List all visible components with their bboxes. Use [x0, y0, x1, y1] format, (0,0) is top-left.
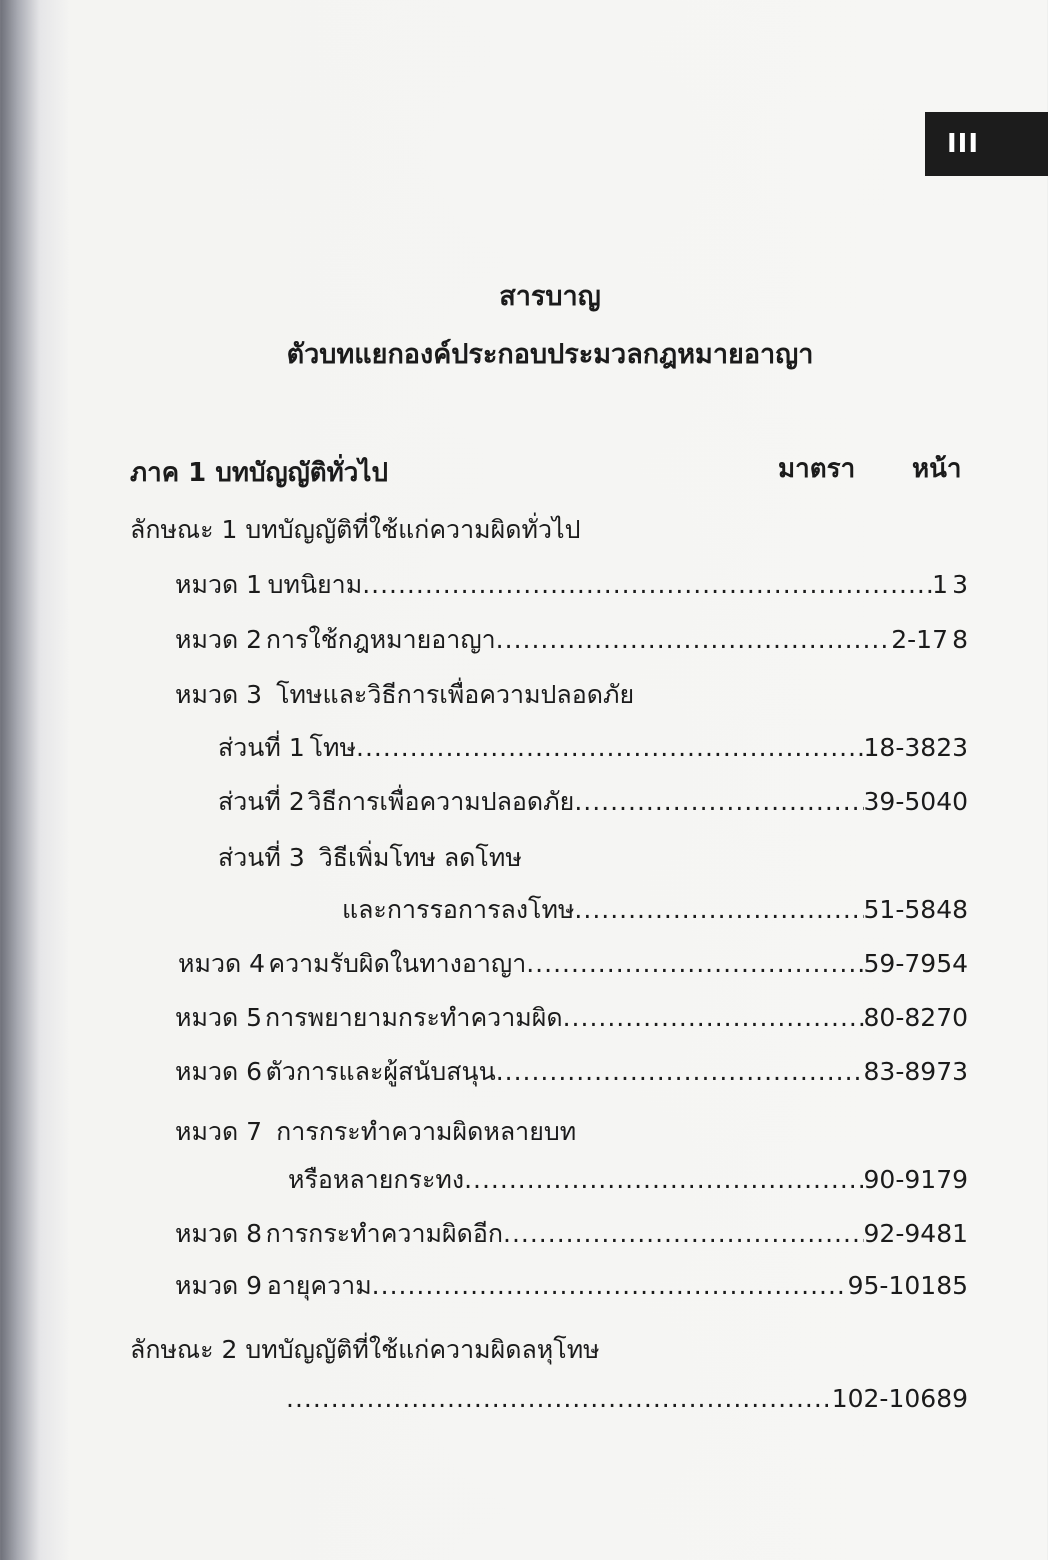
toc-entry[interactable]: [175, 620, 1048, 660]
leader-dots: [526, 949, 863, 978]
leader-dots: [496, 625, 892, 654]
entry-section: 51-58: [863, 895, 937, 924]
entry-text: และการรอการลงโทษ: [342, 895, 575, 924]
entry-page: 48: [936, 895, 968, 924]
entry-text: โทษ: [309, 733, 357, 762]
entry-text: วิธีเพิ่มโทษ ลดโทษ: [318, 843, 522, 872]
leader-dots: [464, 1165, 863, 1194]
entry-section: 95-101: [847, 1271, 937, 1300]
book-subtitle: ตัวบทแยกองค์ประกอบประมวลกฎหมายอาญา: [286, 339, 814, 370]
entry-label: หมวด 3: [175, 680, 263, 709]
entry-text: การกระทำความผิดอีก: [265, 1219, 504, 1248]
entry-label: หมวด 5: [175, 1003, 263, 1032]
entry-page: 8: [952, 625, 968, 654]
entry-page: 73: [936, 1057, 968, 1086]
entry-page: 23: [936, 733, 968, 762]
entry-section: 39-50: [863, 787, 937, 816]
entry-label: หมวด 2: [175, 625, 263, 654]
toc-entry[interactable]: [218, 728, 1048, 768]
toc-entry[interactable]: [286, 1384, 1048, 1413]
entry-text: บทนิยาม: [267, 570, 363, 599]
toc-entry[interactable]: [175, 998, 1048, 1038]
entry-section: 80-82: [863, 1003, 937, 1032]
entry-section: 1: [932, 570, 948, 599]
entry-text: วิธีการเพื่อความปลอดภัย: [307, 787, 575, 816]
entry-text: ตัวการและผู้สนับสนุน: [265, 1057, 496, 1086]
entry-section: 92-94: [863, 1219, 937, 1248]
entry-label: หมวด 4: [178, 949, 266, 978]
entry-page: 40: [936, 787, 968, 816]
entry-text: โทษและวิธีการเพื่อความปลอดภัย: [276, 680, 635, 709]
entry-page: 81: [936, 1219, 968, 1248]
part-heading: ภาค 1 บทบัญญัติทั่วไป: [130, 458, 388, 488]
entry-page: 85: [936, 1271, 968, 1300]
entry-text: อายุความ: [266, 1271, 372, 1300]
entry-label: หมวด 9: [175, 1271, 263, 1300]
entry-label: หมวด 8: [175, 1219, 263, 1248]
toc-entry-heading[interactable]: [175, 1112, 576, 1152]
column-header-page: หน้า: [912, 454, 962, 484]
entry-page: 89: [936, 1384, 968, 1413]
toc-entry[interactable]: [218, 782, 1048, 822]
title-heading: ลักษณะ 1 บทบัญญัติที่ใช้แก่ความผิดทั่วไป: [130, 515, 581, 544]
leader-dots: [496, 1057, 864, 1086]
toc-entry-heading[interactable]: [175, 675, 634, 715]
entry-section: 83-89: [863, 1057, 937, 1086]
toc-entry[interactable]: [288, 1160, 1048, 1200]
entry-section: 18-38: [863, 733, 937, 762]
entry-text: ความรับผิดในทางอาญา: [268, 949, 527, 978]
entry-page: 3: [952, 570, 968, 599]
entry-text: การกระทำความผิดหลายบท: [276, 1117, 577, 1146]
page-number-tab: III: [925, 112, 1048, 176]
column-header-section: มาตรา: [778, 454, 856, 484]
leader-dots: [563, 1003, 864, 1032]
entry-label: ส่วนที่ 1: [218, 733, 305, 762]
entry-label: ส่วนที่ 3: [218, 843, 305, 872]
leader-dots: [286, 1384, 832, 1413]
entry-label: หมวด 6: [175, 1057, 263, 1086]
leader-dots: [356, 733, 864, 762]
toc-entry[interactable]: [175, 1052, 1048, 1092]
toc-entry[interactable]: [178, 944, 1048, 984]
toc-entry-heading[interactable]: [218, 838, 522, 878]
entry-section: 102-106: [831, 1384, 937, 1413]
entry-text: การใช้กฎหมายอาญา: [265, 625, 496, 654]
toc-entry[interactable]: [175, 565, 1048, 605]
entry-page: 70: [936, 1003, 968, 1032]
leader-dots: [574, 787, 863, 816]
leader-dots: [503, 1219, 864, 1248]
leader-dots: [372, 1271, 848, 1300]
entry-section: 90-91: [863, 1165, 937, 1194]
entry-page: 54: [936, 949, 968, 978]
toc-entry[interactable]: [175, 1266, 1048, 1306]
entry-section: 2-17: [891, 625, 948, 654]
entry-page: 79: [936, 1165, 968, 1194]
toc-title: สารบาญ: [499, 281, 601, 312]
entry-label: หมวด 7: [175, 1117, 263, 1146]
leader-dots: [362, 570, 932, 599]
entry-text: การพยายามกระทำความผิด: [265, 1003, 563, 1032]
entry-section: 59-79: [863, 949, 937, 978]
toc-entry[interactable]: [342, 890, 1048, 930]
title-heading: ลักษณะ 2 บทบัญญัติที่ใช้แก่ความผิดลหุโทษ: [130, 1335, 600, 1364]
toc-entry[interactable]: [175, 1214, 1048, 1254]
entry-text: หรือหลายกระทง: [288, 1165, 465, 1194]
entry-label: หมวด 1: [175, 570, 263, 599]
entry-label: ส่วนที่ 2: [218, 787, 305, 816]
leader-dots: [574, 895, 863, 924]
